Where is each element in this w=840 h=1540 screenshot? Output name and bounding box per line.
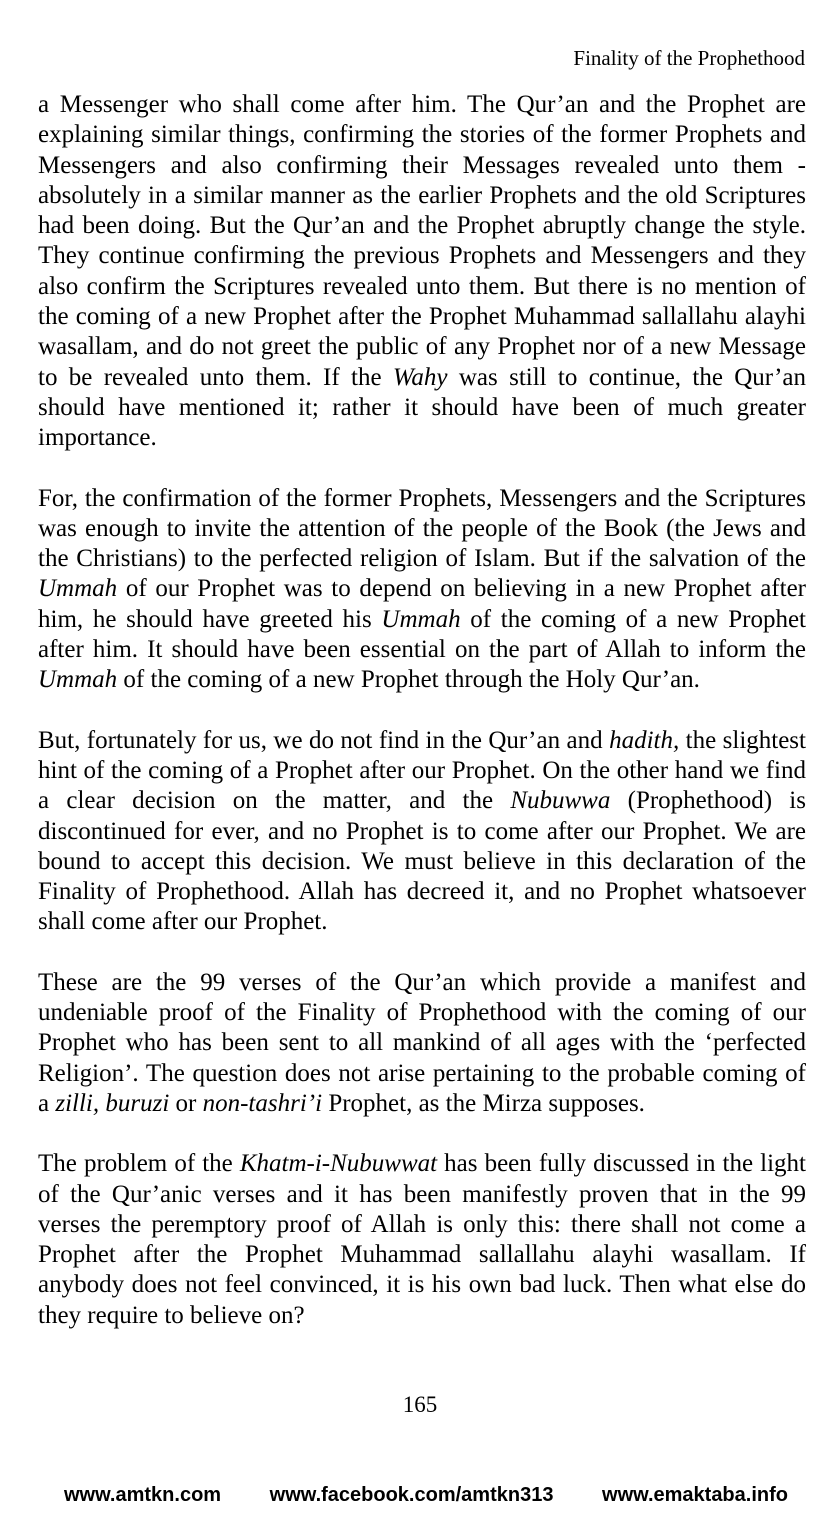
footer-link-emaktaba: www.emaktaba.info: [602, 1484, 788, 1506]
paragraph: The problem of the Khatm-i-Nubuwwat has been fully discussed in the light of the Qur’anic verses and it has been manifestly proven that in the 99 verses the peremptory proof of Allah is only this: there shall not come a Prophet after the Prophet Muhammad sallallahu alayhi wasallam. If anybody does not feel convinced, it is his own bad luck. Then what else do they require to believe on?: [38, 1150, 806, 1329]
running-header: Finality of the Prophethood: [573, 46, 805, 70]
page-number: 165: [402, 1392, 438, 1417]
footer-link-facebook: www.facebook.com/amtkn313: [269, 1484, 554, 1506]
paragraph: For, the confirmation of the former Prophets, Messengers and the Scriptures was enough to invite the attention of the people of the Book (the Jews and the Christians) to the perfected religion of Islam. But if the salvation of the Ummah of our Prophet was to depend on believing in a new Prophet after him, he should have greeted his Ummah of the coming of a new Prophet after him. It should have been essential on the part of Allah to inform the Ummah of the coming of a new Prophet through the Holy Qur’an.: [38, 484, 807, 694]
paragraph: But, fortunately for us, we do not find in the Qur’an and hadith, the slightest hint of the coming of a Prophet after our Prophet. On the other hand we find a clear decision on the matter, and the Nubuwwa (Prophethood) is discontinued for ever, and no Prophet is to come after our Prophet. We are bound to accept this decision. We must believe in this declaration of the Finality of Prophethood. Allah has decreed it, and no Prophet whatsoever shall come after our Prophet.: [38, 726, 806, 936]
page-body-text: [38, 90, 806, 1361]
footer-link-amtkn: www.amtkn.com: [64, 1484, 222, 1506]
paragraph: These are the 99 verses of the Qur’an which provide a manifest and undeniable proof of the Finality of Prophethood with the coming of our Prophet who has been sent to all mankind of all ages with the ‘perfected Religion’. The question does not arise pertaining to the probable coming of a zilli, buruzi or non-tashri’i Prophet, as the Mirza supposes.: [38, 968, 806, 1117]
footer-links: [0, 1484, 840, 1507]
paragraph: a Messenger who shall come after him. The Qur’an and the Prophet are explaining similar things, confirming the stories of the former Prophets and Messengers and also confirming their Messages revealed unto them - absolutely in a similar manner as the earlier Prophets and the old Scriptures had been doing. But the Qur’an and the Prophet abruptly change the style. They continue confirming the previous Prophets and Messengers and they also confirm the Scriptures revealed unto them. But there is no mention of the coming of a new Prophet after the Prophet Muhammad sallallahu alayhi wasallam, and do not greet the public of any Prophet nor of a new Message to be revealed unto them. If the Wahy was still to continue, the Qur’an should have mentioned it; rather it should have been of much greater importance.: [38, 91, 806, 452]
